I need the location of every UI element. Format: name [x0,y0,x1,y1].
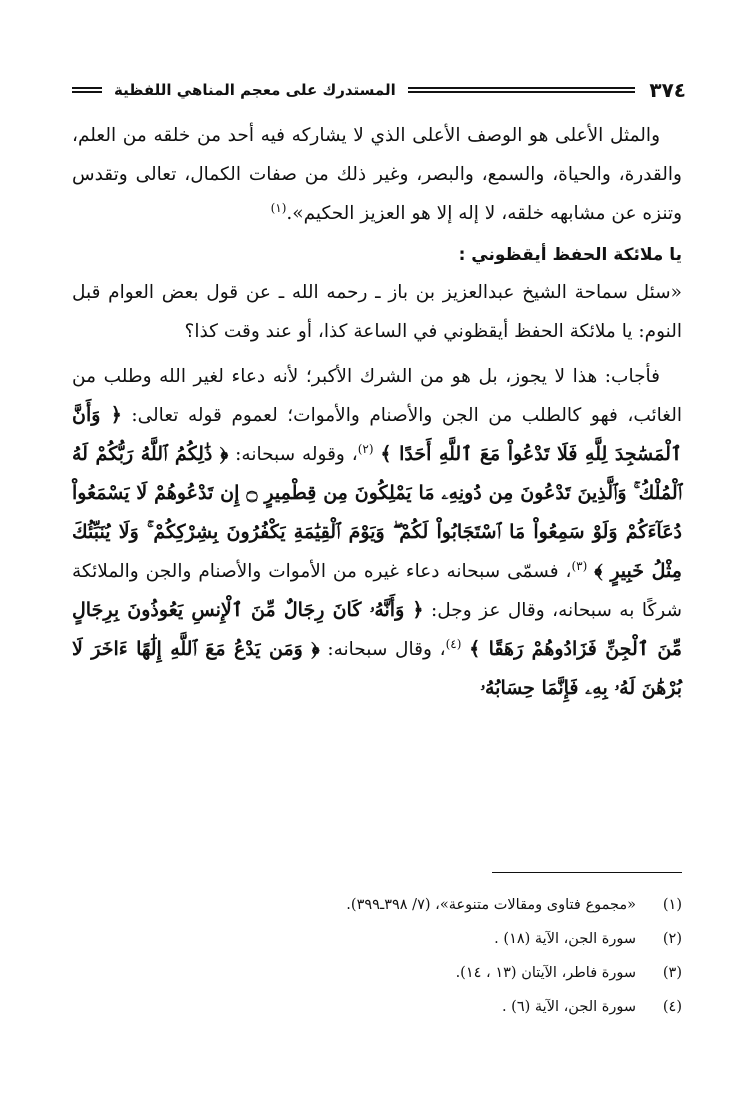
paragraph-3-text-c: ، فسمّى سبحانه دعاء غيره من الأموات والأصنام والجن والملائكة شركًا به سبحانه، وقال عز وجل: [72,561,682,621]
footnote-text: سورة فاطر، الآيتان (١٣ ، ١٤). [455,965,636,981]
quran-verse-1: ﴿ وَأَنَّ ٱلْمَسَٰجِدَ لِلَّهِ فَلَا تَدْعُواْ مَعَ ٱللَّهِ أَحَدًا ﴾ [72,404,682,465]
footnote-number: (٤) [662,999,682,1015]
paragraph-1-text: والمثل الأعلى هو الوصف الأعلى الذي لا يشاركه فيه أحد من خلقه من العلم، والقدرة، والحياة، والسمع، والبصر، وغير ذلك من صفات الكمال، تعالى وتقدس وتنزه عن مشابهه خلقه، لا إله إلا هو العزيز الحكيم». [72,125,682,224]
footnote [72,956,682,990]
paragraph-3-text-a: فأجاب: هذا لا يجوز، بل هو من الشرك الأكبر؛ لأنه دعاء لغير الله وطلب من الغائب، فهو كالطلب من الجن والأصنام والأموات؛ لعموم قوله تعالى: [72,366,682,426]
paragraph-3 [72,357,682,708]
footnote [72,888,682,922]
paragraph-2: «سئل سماحة الشيخ عبدالعزيز بن باز ـ رحمه الله ـ عن قول بعض العوام قبل النوم: يا ملائكة الحفظ أيقظوني في الساعة كذا، أو عند وقت كذا؟ [72,282,682,342]
paragraph-3-text-d: ، وقال سبحانه: [327,639,446,660]
running-title: المستدرك على معجم المناهي اللفظية [114,81,396,99]
footnote-separator [492,872,682,873]
footnote [72,990,682,1024]
paragraph-3-text-b: ، وقوله سبحانه: [235,444,358,465]
footnote-number: (٣) [662,965,682,981]
footnote-text: «مجموع فتاوى ومقالات متنوعة»، (٧/ ٣٩٨ـ٣٩٩). [346,897,636,913]
footnote-ref-3: (٣) [571,558,588,573]
header-rule-right [408,87,636,93]
quran-verse-2: ﴿ ذَٰلِكُمُ ٱللَّهُ رَبُّكُمْ لَهُ ٱلْمُلْكُ ۚ وَٱلَّذِينَ تَدْعُونَ مِن دُونِهِۦ مَا يَمْلِكُونَ مِن قِطْمِيرٍ ۝ إِن تَدْعُوهُمْ لَا يَسْمَعُواْ دُعَآءَكُمْ وَلَوْ سَمِعُواْ مَا ٱسْتَجَابُواْ لَكُمْ ۖ وَيَوْمَ ٱلْقِيَٰمَةِ يَكْفُرُونَ بِشِرْكِكُمْ ۚ وَلَا يُنَبِّئُكَ مِثْلُ خَبِيرٍ ﴾ [72,443,682,582]
footnote [72,922,682,956]
page-header [66,76,686,104]
section-heading: يا ملائكة الحفظ أيقظوني : [458,245,682,265]
footnote-ref-4: (٤) [445,636,462,651]
footnote-number: (٢) [662,931,682,947]
footnote-number: (١) [662,897,682,913]
header-rule-left [72,87,102,93]
footnote-ref-1: (١) [270,200,287,215]
quran-verse-4: ﴿ وَمَن يَدْعُ مَعَ ٱللَّهِ إِلَٰهًا ءَاخَرَ لَا بُرْهَٰنَ لَهُۥ بِهِۦ فَإِنَّمَا حِسَابُهُۥ [72,638,682,699]
footnote-text: سورة الجن، الآية (١٨) . [494,931,636,947]
page-number: ٣٧٤ [649,78,686,102]
quran-verse-3: ﴿ وَأَنَّهُۥ كَانَ رِجَالٌ مِّنَ ٱلْإِنسِ يَعُوذُونَ بِرِجَالٍ مِّنَ ٱلْجِنِّ فَزَادُوهُمْ رَهَقًا ﴾ [72,599,682,660]
footnote-ref-2: (٢) [357,441,374,456]
main-text [72,116,682,708]
footnote-text: سورة الجن، الآية (٦) . [501,999,636,1015]
paragraph-1 [72,116,682,233]
footnotes [72,888,682,1024]
